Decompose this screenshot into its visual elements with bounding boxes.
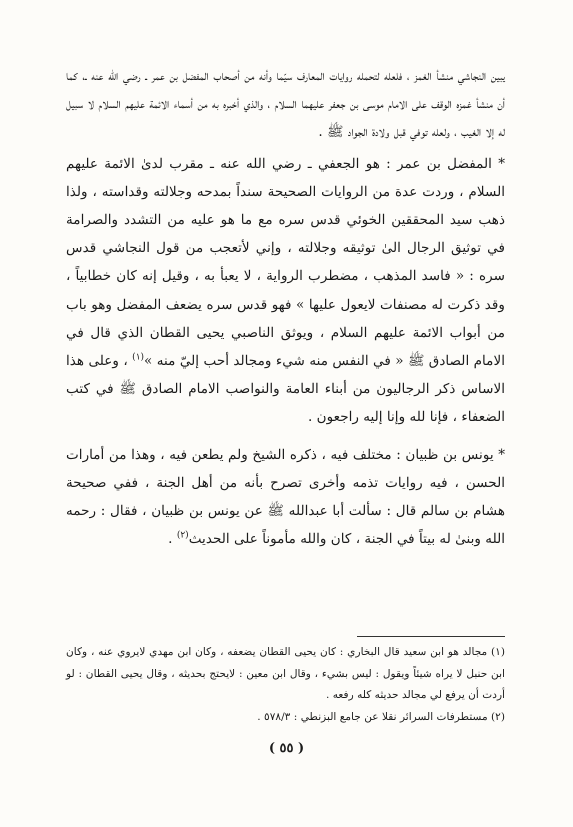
yunus-text: * يونس بن ظبيان : مختلف فيه ، ذكره الشيخ ولم يطعن فيه ، وهذا من أمارات الحسن ، فيه روايات تذمه وأخرى تصرح بأنه من أهل الجنة ، ففي صحيحة هشام بن سالم قال : سألت أبا عبدالله ﷺ عن يونس بن ظبيان ، فقال : رحمه الله وبنىٰ له بيتاً في الجنة ، كان والله مأموناً على الحديث bbox=[66, 446, 505, 548]
mufaddal-text-end: ، وعلى هذا الاساس ذكر الرجاليون من أبناء العامة والنواصب الامام الصادق ﷺ في كتب الضعفاء ، فإنا لله وإنا إليه راجعون . bbox=[66, 353, 505, 426]
page-number: ( ٥٥ ) bbox=[268, 741, 305, 756]
paragraph-najashi-continuation: يبين النجاشي منشأ الغمز ، فلعله لتحمله روايات المعارف سيّما وأنه من أصحاب المفضل بن عمر ـ رضي الله عنه ـ، كما أن منشأ غمزه الوقف على الامام موسى بن جعفر عليهما السلام ، والذي أخبره به من أسماء الائمة عليهم السلام لا سبيل له إلا الغيب ، ولعله توفي قبل ولادة الجواد ﷺ . bbox=[66, 68, 505, 141]
footnote-ref-1[interactable]: (١) bbox=[132, 352, 145, 363]
mufaddal-text: * المفضل بن عمر : هو الجعفي ـ رضي الله عنه ـ مقرب لدىٰ الائمة عليهم السلام ، وردت عدة من الروايات الصحيحة سنداً بمدحه وجلالته وقداسته ، ولذا ذهب سيد المحققين الخوئي قدس سره مع ما هو عليه من التشدد والصرامة في توثيق الرجال الىٰ توثيقه وجلالته ، وإني لأتعجب من قول النجاشي قدس سره : « فاسد المذهب ، مضطرب الرواية ، لا يعبأ به ، وقيل إنه كان خطابياً ، وقد ذكرت له مصنفات لايعول عليها » فهو قدس سره يضعف المفضل وهو باب من أبواب الائمة عليهم السلام ، ويوثق الناصبي يحيى القطان الذي قال في الامام الصادق ﷺ « في النفس منه شيء ومجالد أحب إليّ منه » bbox=[66, 155, 505, 370]
paragraph-yunus bbox=[66, 441, 505, 554]
footnote-ref-2[interactable]: (٢) bbox=[176, 530, 189, 541]
paragraph-mufaddal bbox=[66, 150, 505, 432]
footnote-divider bbox=[357, 636, 505, 637]
footnote-1: (١) مجالد هو ابن سعيد قال البخاري : كان يحيى القطان يضعفه ، وكان ابن مهدي لايروي عنه ، وكان ابن حنبل لا يراه شيئاً ويقول : ليس بشيء ، وقال ابن معين : لايحتج بحديثه ، وقال يحيى القطان : لو أردت أن يرفع لي مجالد حديثه كله رفعه . bbox=[66, 646, 505, 702]
main-text bbox=[66, 62, 505, 553]
footnotes bbox=[66, 642, 505, 728]
footnote-2: (٢) مستطرفات السرائر نقلا عن جامع البزنطي : ٥٧٨/٣ . bbox=[257, 710, 505, 723]
closing-period: . bbox=[168, 531, 177, 548]
